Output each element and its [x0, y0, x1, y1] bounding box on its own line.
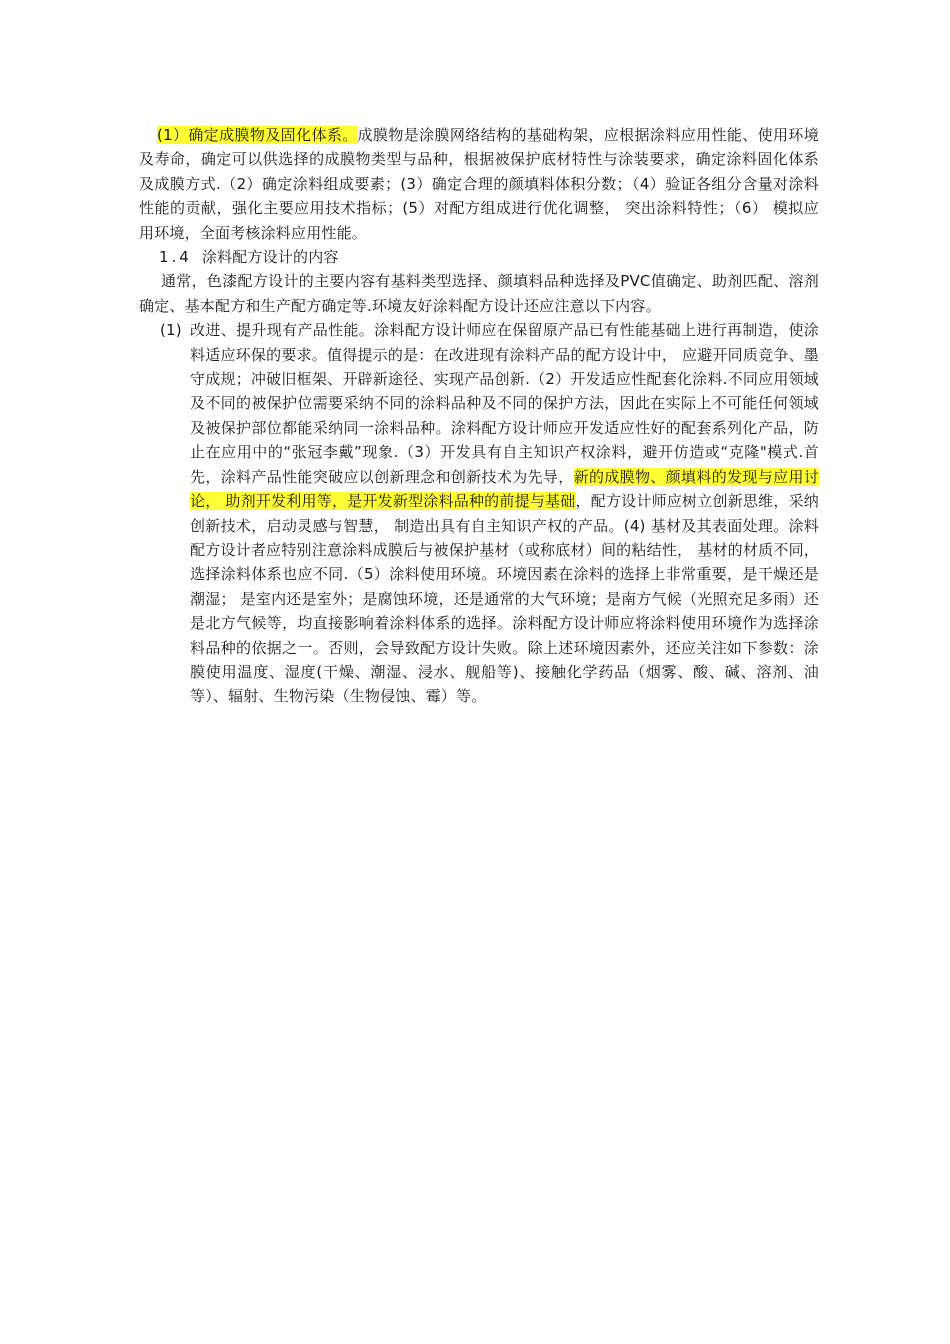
list-text-before: 改进、提升现有产品性能。涂料配方设计师应在保留原产品已有性能基础上进行再制造，使涂料适应环保的要求。值得提示的是：在改进现有涂料产品的配方设计中， 应避开同质竞争、墨守成规；冲破旧框架、开辟新途径、实现产品创新.（2）开发适应性配套化涂料.不同应用领域及不同的被保护位需要采纳不同的涂料品种及不同的保护方法，因此在实际上不可能任何领域及被保护部位都能采纳同一涂料品种。涂料配方设计师应开发适应性好的配套系列化产品，防止在应用中的“张冠李戴”现象.（3）开发具有自主知识产权涂料，避开仿造或“克隆"模式.首先，涂料产品性能突破应以创新理念和创新技术为先导， — [190, 321, 819, 486]
heading-title: 涂料配方设计的内容 — [201, 248, 339, 267]
highlighted-text-2: 新的成膜物、颜填料的发现与应用讨论， 助剂开发利用等，是开发新型涂料品种的前提与基础 — [190, 467, 819, 511]
section-heading — [159, 245, 819, 269]
paragraph-section-1 — [139, 123, 819, 245]
list-text-after: ，配方设计师应树立创新思维，采纳创新技术，启动灵感与智慧， 制造出具有自主知识产权的产品。(4) 基材及其表面处理。涂料配方设计者应特别注意涂料成膜后与被保护基材（或称底材）间的粘结性， 基材的材质不同， 选择涂料体系也应不同.（5）涂料使用环境。环境因素在涂料的选择上非常重要，是干燥还是潮湿； 是室内还是室外；是腐蚀环境，还是通常的大气环境；是南方气候（光照充足多雨）还是北方气候等，均直接影响着涂料体系的选择。涂料配方设计师应将涂料使用环境作为选择涂料品种的依据之一。否则，会导致配方设计失败。除上述环境因素外，还应关注如下参数：涂膜使用温度、湿度(干燥、潮湿、浸水、舰船等)、接触化学药品（烟雾、酸、碱、溶剂、油等）、辐射、生物污染（生物侵蚀、霉）等。 — [190, 492, 819, 706]
intro-paragraph: 通常，色漆配方设计的主要内容有基料类型选择、颜填料品种选择及PVC值确定、助剂匹配、溶剂确定、基本配方和生产配方确定等.环境友好涂料配方设计还应注意以下内容。 — [139, 272, 819, 315]
highlighted-text-1: (1）确定成膜物及固化体系。 — [157, 126, 358, 144]
section-1-text: 成膜物是涂膜网络结构的基础构架，应根据涂料应用性能、使用环境及寿命，确定可以供选择的成膜物类型与品种，根据被保护底材特性与涂装要求，确定涂料固化体系及成膜方式.（2）确定涂料组成要素；(3）确定合理的颜填料体积分数；（4）验证各组分含量对涂料性能的贡献，强化主要应用技术指标；(5）对配方组成进行优化调整， 突出涂料特性；（6） 模拟应用环境，全面考核涂料应用性能。 — [139, 126, 819, 242]
document-body — [139, 123, 819, 709]
list-marker: (1) — [160, 321, 182, 340]
list-item — [139, 318, 819, 709]
heading-number: 1.4 — [159, 248, 192, 267]
